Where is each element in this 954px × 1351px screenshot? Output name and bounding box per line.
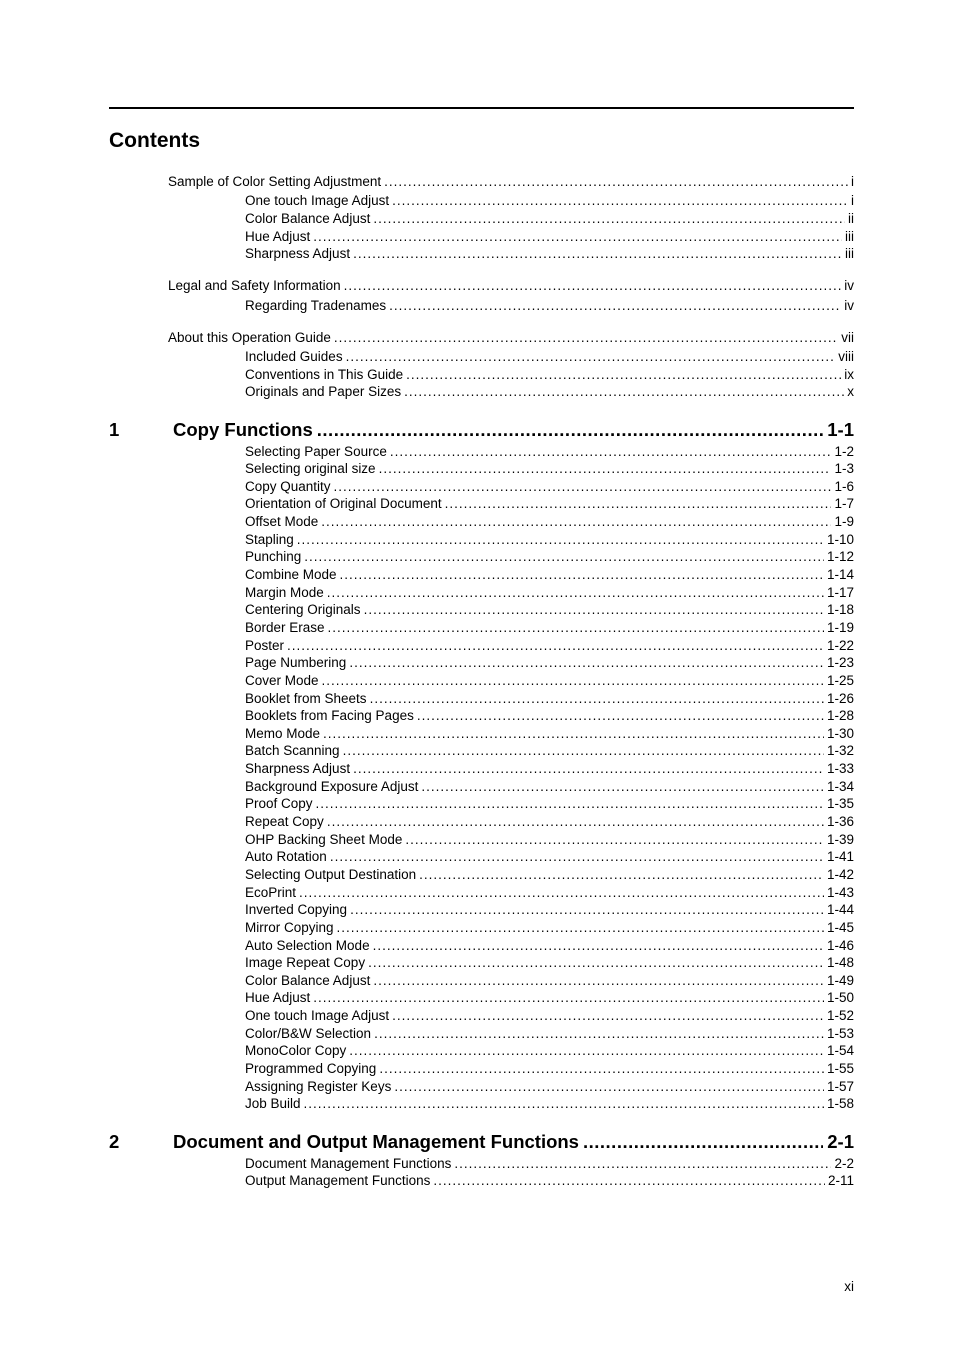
top-rule xyxy=(109,107,854,109)
toc-subentry[interactable]: Page Numbering ..... 1-23 xyxy=(245,655,854,673)
toc-subentry[interactable]: Color/B&W Selection ..... 1-53 xyxy=(245,1026,854,1044)
toc-subentry[interactable]: One touch Image Adjust ..... 1-52 xyxy=(245,1008,854,1026)
toc-subentry[interactable]: Color Balance Adjust ..... ii xyxy=(245,211,854,229)
toc-subentry[interactable]: Copy Quantity ..... 1-6 xyxy=(245,479,854,497)
toc-subentry[interactable]: Auto Rotation ..... 1-41 xyxy=(245,849,854,867)
toc-subentry[interactable]: Proof Copy ..... 1-35 xyxy=(245,796,854,814)
toc-subentry[interactable]: Poster ..... 1-22 xyxy=(245,638,854,656)
toc-subentry[interactable]: Stapling ..... 1-10 xyxy=(245,532,854,550)
toc-subentry[interactable]: Job Build ..... 1-58 xyxy=(245,1096,854,1114)
toc-chapter-1[interactable]: 1 Copy Functions ..... 1-1 xyxy=(109,419,854,443)
toc-chapter-2[interactable]: 2 Document and Output Management Functions ..... 2-1 xyxy=(109,1131,854,1155)
toc-subentry[interactable]: Programmed Copying ..... 1-55 xyxy=(245,1061,854,1079)
toc-subentry[interactable]: Originals and Paper Sizes ..... x xyxy=(245,384,854,402)
toc-subentry[interactable]: Repeat Copy ..... 1-36 xyxy=(245,814,854,832)
toc-subentry[interactable]: Mirror Copying ..... 1-45 xyxy=(245,920,854,938)
toc-entry-color-setting-sample[interactable]: Sample of Color Setting Adjustment ..... i xyxy=(168,174,854,192)
toc-subentry[interactable]: Auto Selection Mode ..... 1-46 xyxy=(245,938,854,956)
toc-subentry[interactable]: OHP Backing Sheet Mode ..... 1-39 xyxy=(245,832,854,850)
toc-entry-about-guide[interactable]: About this Operation Guide ..... vii xyxy=(168,330,854,348)
toc-subentry[interactable]: Booklet from Sheets ..... 1-26 xyxy=(245,691,854,709)
toc-subentry[interactable]: EcoPrint ..... 1-43 xyxy=(245,885,854,903)
toc-subentry[interactable]: Selecting Paper Source ..... 1-2 xyxy=(245,444,854,462)
toc-entry-legal-safety[interactable]: Legal and Safety Information ..... iv xyxy=(168,278,854,296)
toc-subentry[interactable]: Sharpness Adjust ..... iii xyxy=(245,246,854,264)
toc-subentry[interactable]: Punching ..... 1-12 xyxy=(245,549,854,567)
toc-subentry[interactable]: Conventions in This Guide ..... ix xyxy=(245,367,854,385)
toc-subentry[interactable]: Regarding Tradenames ..... iv xyxy=(245,298,854,316)
toc-subentry[interactable]: Hue Adjust ..... iii xyxy=(245,229,854,247)
toc-subentry[interactable]: Orientation of Original Document ..... 1-7 xyxy=(245,496,854,514)
toc-subentry[interactable]: Border Erase ..... 1-19 xyxy=(245,620,854,638)
toc-subentry[interactable]: Booklets from Facing Pages ..... 1-28 xyxy=(245,708,854,726)
toc-subentry[interactable]: Sharpness Adjust ..... 1-33 xyxy=(245,761,854,779)
toc-subentry[interactable]: Selecting original size ..... 1-3 xyxy=(245,461,854,479)
toc-subentry[interactable]: MonoColor Copy ..... 1-54 xyxy=(245,1043,854,1061)
toc-subentry[interactable]: Image Repeat Copy ..... 1-48 xyxy=(245,955,854,973)
toc-subentry[interactable]: Assigning Register Keys ..... 1-57 xyxy=(245,1079,854,1097)
toc-subentry[interactable]: Selecting Output Destination ..... 1-42 xyxy=(245,867,854,885)
toc-subentry[interactable]: Combine Mode ..... 1-14 xyxy=(245,567,854,585)
toc-subentry[interactable]: Cover Mode ..... 1-25 xyxy=(245,673,854,691)
toc-subentry[interactable]: One touch Image Adjust ..... i xyxy=(245,193,854,211)
toc-subentry[interactable]: Offset Mode ..... 1-9 xyxy=(245,514,854,532)
page-title: Contents xyxy=(109,129,200,152)
toc-subentry[interactable]: Memo Mode ..... 1-30 xyxy=(245,726,854,744)
toc-subentry[interactable]: Document Management Functions ..... 2-2 xyxy=(245,1156,854,1174)
page-number: xi xyxy=(844,1279,854,1294)
toc-subentry[interactable]: Background Exposure Adjust ..... 1-34 xyxy=(245,779,854,797)
toc-subentry[interactable]: Output Management Functions ..... 2-11 xyxy=(245,1173,854,1191)
toc-subentry[interactable]: Batch Scanning ..... 1-32 xyxy=(245,743,854,761)
toc-subentry[interactable]: Hue Adjust ..... 1-50 xyxy=(245,990,854,1008)
toc-subentry[interactable]: Included Guides ..... viii xyxy=(245,349,854,367)
toc-subentry[interactable]: Inverted Copying ..... 1-44 xyxy=(245,902,854,920)
toc-subentry[interactable]: Color Balance Adjust ..... 1-49 xyxy=(245,973,854,991)
toc-subentry[interactable]: Margin Mode ..... 1-17 xyxy=(245,585,854,603)
toc-subentry[interactable]: Centering Originals ..... 1-18 xyxy=(245,602,854,620)
